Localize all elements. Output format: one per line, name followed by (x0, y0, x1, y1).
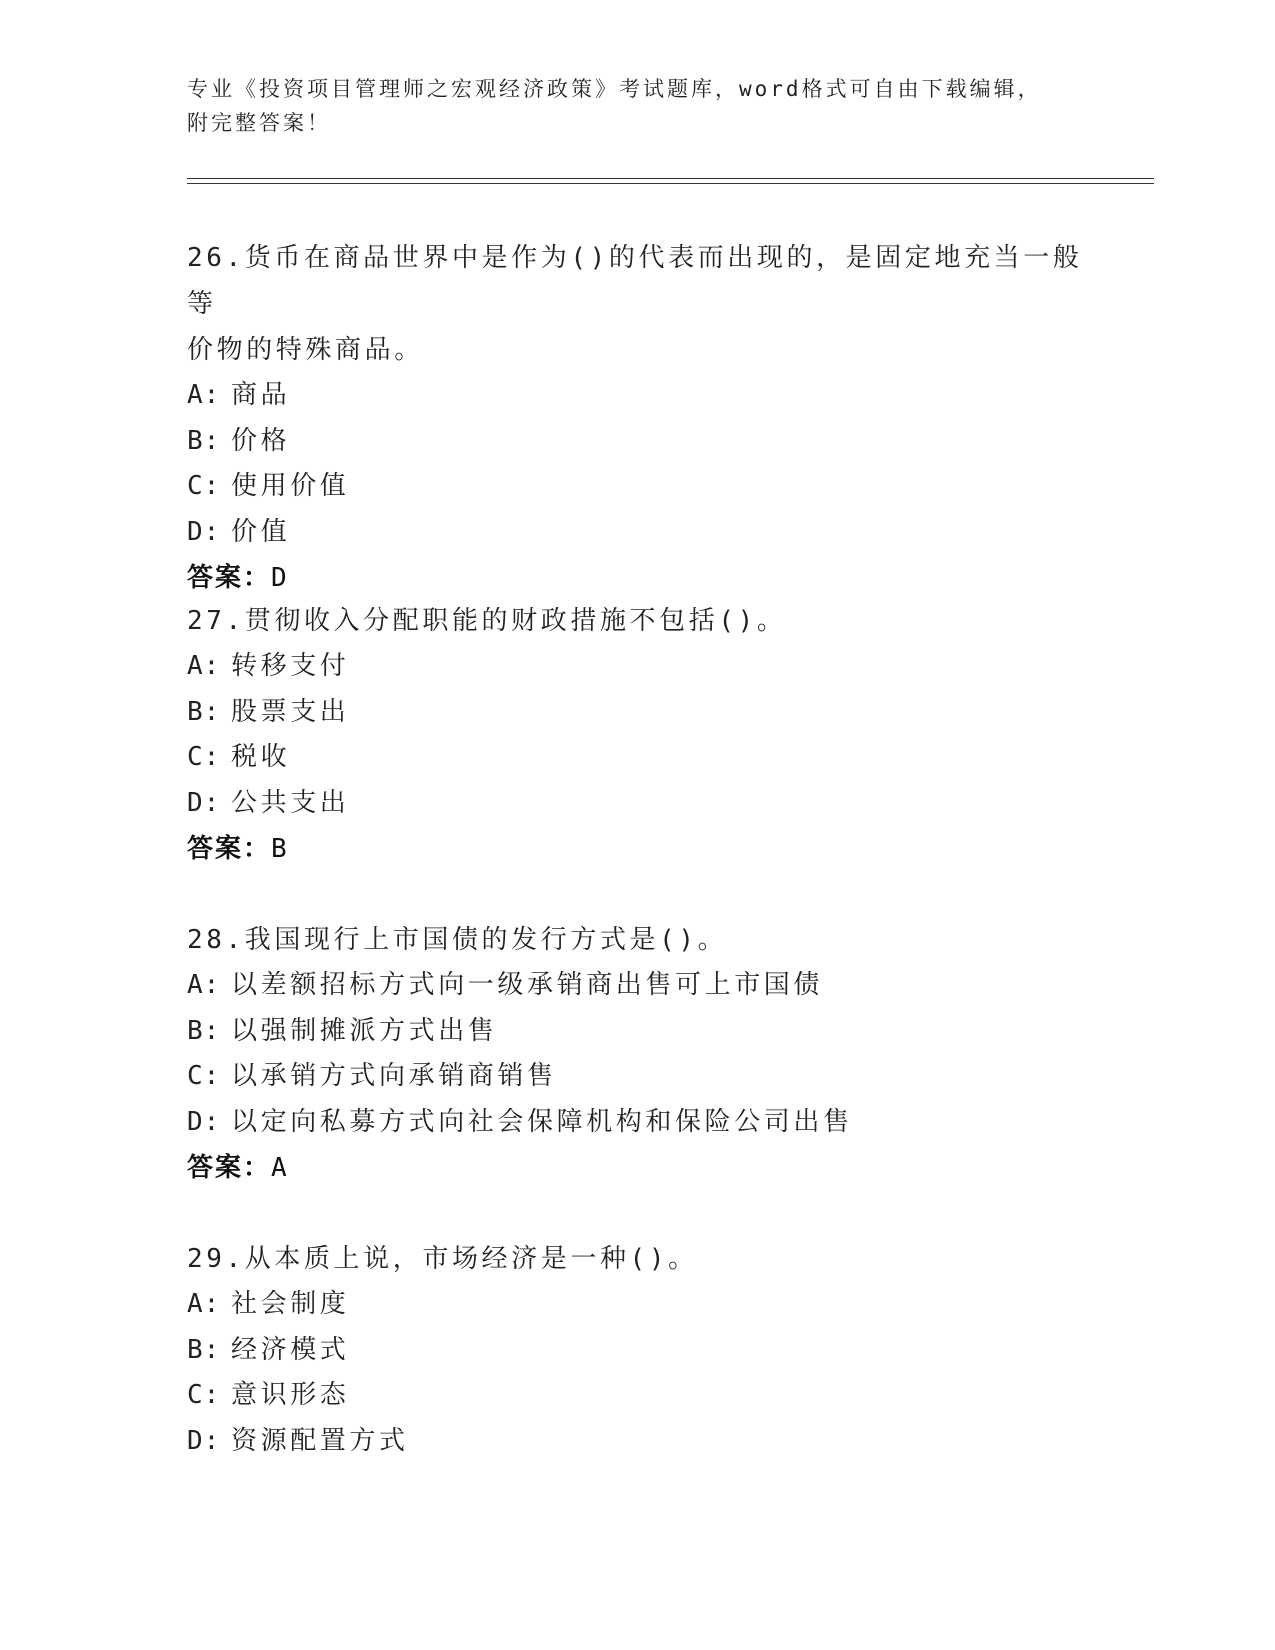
question-stem-line-1: 26.货币在商品世界中是作为()的代表而出现的，是固定地充当一般等 (187, 243, 1083, 319)
answer-value: B (271, 834, 289, 864)
option-a (187, 963, 1087, 1009)
option-letter: D: (187, 1425, 221, 1456)
option-b (187, 1009, 1087, 1055)
answer-label: 答案： (187, 1153, 272, 1183)
answer-label: 答案： (187, 563, 272, 593)
option-text: 以差额招标方式向一级承销商出售可上市国债 (231, 970, 824, 1000)
option-a (187, 373, 1087, 419)
header-line-2: 附完整答案！ (187, 111, 331, 135)
option-text: 社会制度 (231, 1289, 350, 1319)
option-text: 以强制摊派方式出售 (231, 1015, 498, 1046)
option-c (187, 464, 1087, 510)
option-letter: D: (187, 787, 221, 818)
answer-line (187, 555, 1087, 601)
question-stem-line-2: 价物的特殊商品。 (187, 335, 424, 365)
option-letter: C: (187, 471, 221, 501)
option-d (187, 1419, 1087, 1465)
question-stem-line-1: 29.从本质上说，市场经济是一种()。 (187, 1244, 698, 1274)
question-28 (187, 917, 1087, 1191)
option-letter: D: (187, 1106, 221, 1137)
option-letter: B: (187, 425, 221, 456)
answer-label: 答案： (187, 834, 272, 864)
option-text: 意识形态 (231, 1380, 350, 1410)
question-stem-line-1: 27.贯彻收入分配职能的财政措施不包括()。 (187, 606, 787, 636)
option-letter: C: (187, 742, 221, 772)
option-letter: A: (187, 380, 221, 410)
option-text: 股票支出 (231, 696, 350, 727)
option-letter: A: (187, 970, 221, 1000)
question-26 (187, 235, 1087, 601)
answer-line (187, 1145, 1087, 1191)
answer-value: D (271, 563, 289, 593)
option-letter: B: (187, 696, 221, 727)
option-c (187, 1054, 1087, 1100)
option-text: 价格 (231, 425, 291, 456)
option-letter: C: (187, 1061, 221, 1091)
option-a (187, 1282, 1087, 1328)
option-d (187, 781, 1087, 827)
option-c (187, 1373, 1087, 1419)
document-header-note (187, 72, 1087, 140)
option-letter: B: (187, 1015, 221, 1046)
header-line-1: 专业《投资项目管理师之宏观经济政策》考试题库，word格式可自由下载编辑， (187, 77, 1042, 101)
option-text: 转移支付 (231, 651, 350, 681)
question-stem (187, 598, 1087, 644)
option-text: 经济模式 (231, 1334, 350, 1365)
question-27 (187, 598, 1087, 872)
option-letter: A: (187, 1289, 221, 1319)
option-text: 资源配置方式 (231, 1425, 409, 1456)
option-text: 使用价值 (231, 471, 350, 501)
option-d (187, 1100, 1087, 1146)
question-stem (187, 917, 1087, 963)
option-a (187, 644, 1087, 690)
option-c (187, 735, 1087, 781)
header-divider-bottom (187, 183, 1154, 184)
option-letter: D: (187, 516, 221, 547)
option-letter: C: (187, 1380, 221, 1410)
answer-line (187, 826, 1087, 872)
option-text: 商品 (231, 380, 291, 410)
option-text: 以定向私募方式向社会保障机构和保险公司出售 (231, 1106, 853, 1137)
option-b (187, 1328, 1087, 1374)
question-stem (187, 1236, 1087, 1282)
option-letter: A: (187, 651, 221, 681)
option-text: 价值 (231, 516, 291, 547)
option-text: 税收 (231, 742, 291, 772)
question-29 (187, 1236, 1087, 1464)
header-divider-top (187, 178, 1154, 179)
option-letter: B: (187, 1334, 221, 1365)
option-d (187, 510, 1087, 556)
option-b (187, 690, 1087, 736)
question-stem-line-1: 28.我国现行上市国债的发行方式是()。 (187, 925, 728, 955)
answer-value: A (271, 1153, 289, 1183)
question-stem (187, 235, 1087, 373)
option-text: 以承销方式向承销商销售 (231, 1061, 557, 1091)
option-text: 公共支出 (231, 787, 350, 818)
option-b (187, 419, 1087, 465)
